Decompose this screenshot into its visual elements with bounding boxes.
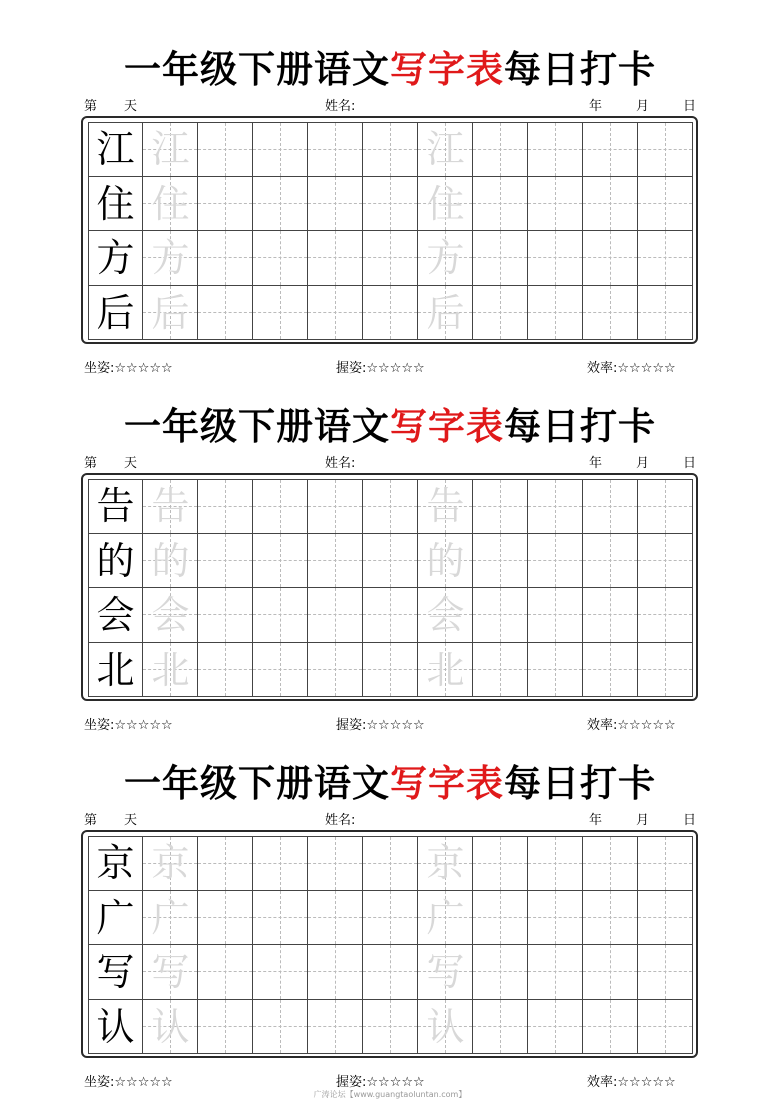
grid-cell[interactable] [253,122,308,177]
guide-line-horizontal [583,917,637,918]
grid-cell[interactable] [363,891,418,946]
guide-line-horizontal [528,614,582,615]
guide-line-horizontal [253,971,307,972]
grid-cell[interactable] [198,643,253,698]
grid-cell[interactable] [528,643,583,698]
grid-cell[interactable] [638,231,693,286]
grid-cell[interactable] [473,122,528,177]
guide-line-horizontal [363,506,417,507]
grid-cell[interactable] [363,231,418,286]
grid-cell[interactable] [473,891,528,946]
trace-character: 北 [426,647,465,692]
guide-line-horizontal [528,669,582,670]
guide-line-horizontal [583,669,637,670]
date-label: 日 [683,813,697,828]
grid-cell[interactable] [528,945,583,1000]
grid-cell[interactable] [528,286,583,341]
guide-line-horizontal [583,560,637,561]
writing-grid-frame [81,116,698,344]
trace-character: 方 [151,236,190,280]
title-part-end: 每日打卡 [504,47,656,91]
guide-line-horizontal [473,971,527,972]
guide-line-horizontal [473,149,527,150]
grid-cell[interactable] [363,945,418,1000]
trace-character: 写 [426,950,465,994]
model-character: 写 [96,950,135,994]
grid-cell[interactable] [473,836,528,891]
month-label: 月 [636,99,650,114]
model-character: 广 [96,895,135,940]
grid-cell[interactable] [363,534,418,589]
title-part-highlight: 写字表 [390,761,504,805]
trace-character: 方 [426,236,465,280]
guide-line-horizontal [638,669,692,670]
grid-cell[interactable] [253,836,308,891]
grid-cell[interactable] [308,1000,363,1055]
guide-line-horizontal [308,149,362,150]
name-label: 姓名: [325,456,356,471]
model-character: 江 [96,127,135,171]
grid-cell[interactable] [363,836,418,891]
trace-character: 的 [426,538,465,583]
trace-character: 告 [151,484,190,528]
grid-cell[interactable] [473,479,528,534]
trace-character: 住 [151,181,190,226]
name-label: 姓名: [325,813,356,828]
month-label: 月 [636,456,650,471]
guide-line-horizontal [473,312,527,313]
guide-line-horizontal [253,506,307,507]
guide-line-horizontal [253,1026,307,1027]
guide-line-horizontal [528,149,582,150]
grip-rating[interactable]: 握姿:☆☆☆☆☆ [336,361,425,376]
rating-row [84,717,697,735]
guide-line-horizontal [528,971,582,972]
guide-line-horizontal [583,149,637,150]
day-suffix-label: 天 [124,99,138,114]
guide-line-horizontal [583,203,637,204]
trace-character: 京 [426,841,465,885]
guide-line-horizontal [363,312,417,313]
guide-line-horizontal [363,203,417,204]
guide-line-horizontal [198,312,252,313]
guide-line-horizontal [308,560,362,561]
title-part-main: 一年级下册语文 [124,761,390,805]
grid-cell[interactable] [253,891,308,946]
guide-line-horizontal [363,917,417,918]
grid-cell[interactable] [583,122,638,177]
grid-cell[interactable] [638,479,693,534]
guide-line-horizontal [528,1026,582,1027]
guide-line-horizontal [638,257,692,258]
grid-cell[interactable] [528,836,583,891]
grid-cell[interactable] [253,534,308,589]
trace-character: 认 [151,1004,190,1049]
model-character: 后 [96,290,135,335]
guide-line-horizontal [473,614,527,615]
guide-line-horizontal [638,971,692,972]
grid-cell[interactable] [253,643,308,698]
guide-line-horizontal [198,203,252,204]
grid-cell[interactable] [253,479,308,534]
guide-line-horizontal [253,149,307,150]
guide-line-horizontal [308,971,362,972]
grid-cell[interactable] [528,479,583,534]
guide-line-horizontal [583,257,637,258]
grid-cell[interactable] [198,588,253,643]
guide-line-horizontal [473,203,527,204]
grid-cell[interactable] [638,177,693,232]
grid-cell[interactable] [583,588,638,643]
grid-cell[interactable] [583,479,638,534]
grid-cell[interactable] [363,177,418,232]
day-prefix-label: 第 [84,813,98,828]
guide-line-horizontal [253,312,307,313]
grid-cell[interactable] [528,588,583,643]
day-prefix-label: 第 [84,99,98,114]
guide-line-horizontal [198,506,252,507]
grid-cell[interactable] [308,231,363,286]
title-part-main: 一年级下册语文 [124,404,390,448]
title-part-end: 每日打卡 [504,404,656,448]
guide-line-horizontal [253,917,307,918]
grid-cell[interactable] [198,891,253,946]
grid-cell[interactable] [198,836,253,891]
name-label: 姓名: [325,99,356,114]
guide-line-horizontal [473,917,527,918]
guide-line-horizontal [638,312,692,313]
grid-cell[interactable] [528,891,583,946]
year-label: 年 [589,813,603,828]
grid-cell[interactable] [308,479,363,534]
section-title [0,754,780,812]
trace-character: 后 [151,290,190,335]
grid-cell[interactable] [528,231,583,286]
guide-line-horizontal [473,506,527,507]
grid-cell[interactable] [583,177,638,232]
grid-cell[interactable] [473,1000,528,1055]
guide-line-horizontal [253,257,307,258]
grid-cell[interactable] [638,588,693,643]
grid-cell[interactable] [253,945,308,1000]
guide-line-horizontal [308,1026,362,1027]
guide-line-horizontal [308,863,362,864]
day-suffix-label: 天 [124,813,138,828]
guide-line-horizontal [583,506,637,507]
grid-cell[interactable] [583,286,638,341]
guide-line-horizontal [308,669,362,670]
guide-line-horizontal [308,203,362,204]
guide-line-horizontal [638,863,692,864]
grid-cell[interactable] [308,286,363,341]
grid-cell[interactable] [528,122,583,177]
guide-line-horizontal [473,560,527,561]
guide-line-horizontal [253,669,307,670]
practice-section-2 [0,397,780,754]
grid-cell[interactable] [583,1000,638,1055]
guide-line-horizontal [638,203,692,204]
trace-character: 会 [426,593,465,637]
grid-cell[interactable] [473,643,528,698]
title-part-end: 每日打卡 [504,761,656,805]
grid-cell[interactable] [583,836,638,891]
guide-line-horizontal [308,312,362,313]
info-row [84,812,697,830]
trace-character: 江 [426,127,465,171]
grid-cell[interactable] [198,286,253,341]
year-label: 年 [589,99,603,114]
guide-line-horizontal [308,614,362,615]
grid-cell[interactable] [308,122,363,177]
guide-line-horizontal [253,614,307,615]
trace-character: 广 [426,895,465,940]
guide-line-horizontal [198,614,252,615]
guide-line-horizontal [528,203,582,204]
grid-cell[interactable] [583,231,638,286]
writing-grid[interactable] [88,479,693,697]
grid-cell[interactable] [198,122,253,177]
practice-section-1 [0,40,780,397]
guide-line-horizontal [638,614,692,615]
grid-cell[interactable] [363,286,418,341]
model-character: 京 [96,841,135,885]
footer-watermark: 广涛论坛【www.guangtaoluntan.com】 [313,1090,467,1099]
trace-character: 住 [426,181,465,226]
grip-rating[interactable]: 握姿:☆☆☆☆☆ [336,718,425,733]
grid-cell[interactable] [253,177,308,232]
grid-cell[interactable] [363,479,418,534]
guide-line-horizontal [253,560,307,561]
grid-cell[interactable] [363,1000,418,1055]
guide-line-horizontal [308,917,362,918]
grid-cell[interactable] [363,122,418,177]
grid-cell[interactable] [198,177,253,232]
grid-cell[interactable] [308,177,363,232]
grid-cell[interactable] [638,945,693,1000]
guide-line-horizontal [528,257,582,258]
trace-character: 的 [151,538,190,583]
sitting-rating[interactable]: 坐姿:☆☆☆☆☆ [84,361,173,376]
grid-cell[interactable] [253,588,308,643]
model-character: 会 [96,593,135,637]
grid-cell[interactable] [583,891,638,946]
grid-cell[interactable] [308,836,363,891]
trace-character: 北 [151,647,190,692]
grid-cell[interactable] [638,643,693,698]
writing-grid-frame [81,830,698,1058]
guide-line-horizontal [308,257,362,258]
grid-cell[interactable] [253,286,308,341]
grid-cell[interactable] [198,479,253,534]
title-part-highlight: 写字表 [390,404,504,448]
guide-line-horizontal [363,669,417,670]
model-character: 方 [96,236,135,280]
guide-line-horizontal [198,1026,252,1027]
guide-line-horizontal [583,614,637,615]
guide-line-horizontal [198,560,252,561]
grid-cell[interactable] [198,945,253,1000]
guide-line-horizontal [583,1026,637,1027]
grid-cell[interactable] [308,588,363,643]
model-character: 的 [96,538,135,583]
sitting-rating[interactable]: 坐姿:☆☆☆☆☆ [84,1075,173,1090]
section-title [0,40,780,98]
guide-line-horizontal [363,863,417,864]
guide-line-horizontal [638,506,692,507]
date-label: 日 [683,99,697,114]
efficiency-rating[interactable]: 效率:☆☆☆☆☆ [587,718,676,733]
guide-line-horizontal [528,560,582,561]
guide-line-horizontal [363,257,417,258]
guide-line-horizontal [198,149,252,150]
grid-cell[interactable] [638,534,693,589]
model-character: 告 [96,484,135,528]
section-title [0,397,780,455]
efficiency-rating[interactable]: 效率:☆☆☆☆☆ [587,1075,676,1090]
grid-cell[interactable] [473,945,528,1000]
guide-line-horizontal [638,560,692,561]
trace-character: 江 [151,127,190,171]
guide-line-horizontal [253,203,307,204]
info-row [84,98,697,116]
guide-line-horizontal [528,863,582,864]
grid-cell[interactable] [473,588,528,643]
guide-line-horizontal [198,863,252,864]
guide-line-horizontal [363,1026,417,1027]
grip-rating[interactable]: 握姿:☆☆☆☆☆ [336,1075,425,1090]
grid-cell[interactable] [583,643,638,698]
grid-cell[interactable] [253,231,308,286]
guide-line-horizontal [638,149,692,150]
grid-cell[interactable] [308,534,363,589]
grid-cell[interactable] [638,122,693,177]
efficiency-rating[interactable]: 效率:☆☆☆☆☆ [587,361,676,376]
trace-character: 告 [426,484,465,528]
guide-line-horizontal [583,312,637,313]
guide-line-horizontal [473,863,527,864]
trace-character: 认 [426,1004,465,1049]
grid-cell[interactable] [583,945,638,1000]
guide-line-horizontal [363,614,417,615]
guide-line-horizontal [198,669,252,670]
grid-cell[interactable] [308,891,363,946]
writing-grid-frame [81,473,698,701]
practice-section-3 [0,754,780,1111]
guide-line-horizontal [638,1026,692,1027]
trace-character: 广 [151,895,190,940]
guide-line-horizontal [638,917,692,918]
guide-line-horizontal [528,506,582,507]
day-suffix-label: 天 [124,456,138,471]
guide-line-horizontal [473,669,527,670]
grid-cell[interactable] [253,1000,308,1055]
guide-line-horizontal [363,560,417,561]
grid-cell[interactable] [198,231,253,286]
writing-grid[interactable] [88,836,693,1054]
guide-line-horizontal [473,257,527,258]
grid-cell[interactable] [473,177,528,232]
grid-cell[interactable] [363,588,418,643]
guide-line-horizontal [198,917,252,918]
grid-cell[interactable] [638,836,693,891]
grid-cell[interactable] [308,643,363,698]
grid-cell[interactable] [528,534,583,589]
title-part-highlight: 写字表 [390,47,504,91]
grid-cell[interactable] [308,945,363,1000]
trace-character: 会 [151,593,190,637]
day-prefix-label: 第 [84,456,98,471]
guide-line-horizontal [253,863,307,864]
guide-line-horizontal [363,971,417,972]
model-character: 北 [96,647,135,692]
guide-line-horizontal [583,863,637,864]
guide-line-horizontal [363,149,417,150]
guide-line-horizontal [473,1026,527,1027]
year-label: 年 [589,456,603,471]
guide-line-horizontal [198,257,252,258]
grid-cell[interactable] [638,891,693,946]
grid-cell[interactable] [638,1000,693,1055]
grid-cell[interactable] [473,231,528,286]
grid-cell[interactable] [638,286,693,341]
writing-grid[interactable] [88,122,693,340]
grid-cell[interactable] [198,534,253,589]
grid-cell[interactable] [363,643,418,698]
trace-character: 京 [151,841,190,885]
trace-character: 写 [151,950,190,994]
model-character: 认 [96,1004,135,1049]
grid-cell[interactable] [198,1000,253,1055]
grid-cell[interactable] [528,1000,583,1055]
grid-cell[interactable] [583,534,638,589]
trace-character: 后 [426,290,465,335]
guide-line-horizontal [528,312,582,313]
grid-cell[interactable] [473,286,528,341]
rating-row [84,360,697,378]
month-label: 月 [636,813,650,828]
guide-line-horizontal [308,506,362,507]
model-character: 住 [96,181,135,226]
guide-line-horizontal [198,971,252,972]
guide-line-horizontal [583,971,637,972]
sitting-rating[interactable]: 坐姿:☆☆☆☆☆ [84,718,173,733]
grid-cell[interactable] [473,534,528,589]
title-part-main: 一年级下册语文 [124,47,390,91]
date-label: 日 [683,456,697,471]
grid-cell[interactable] [528,177,583,232]
guide-line-horizontal [528,917,582,918]
info-row [84,455,697,473]
